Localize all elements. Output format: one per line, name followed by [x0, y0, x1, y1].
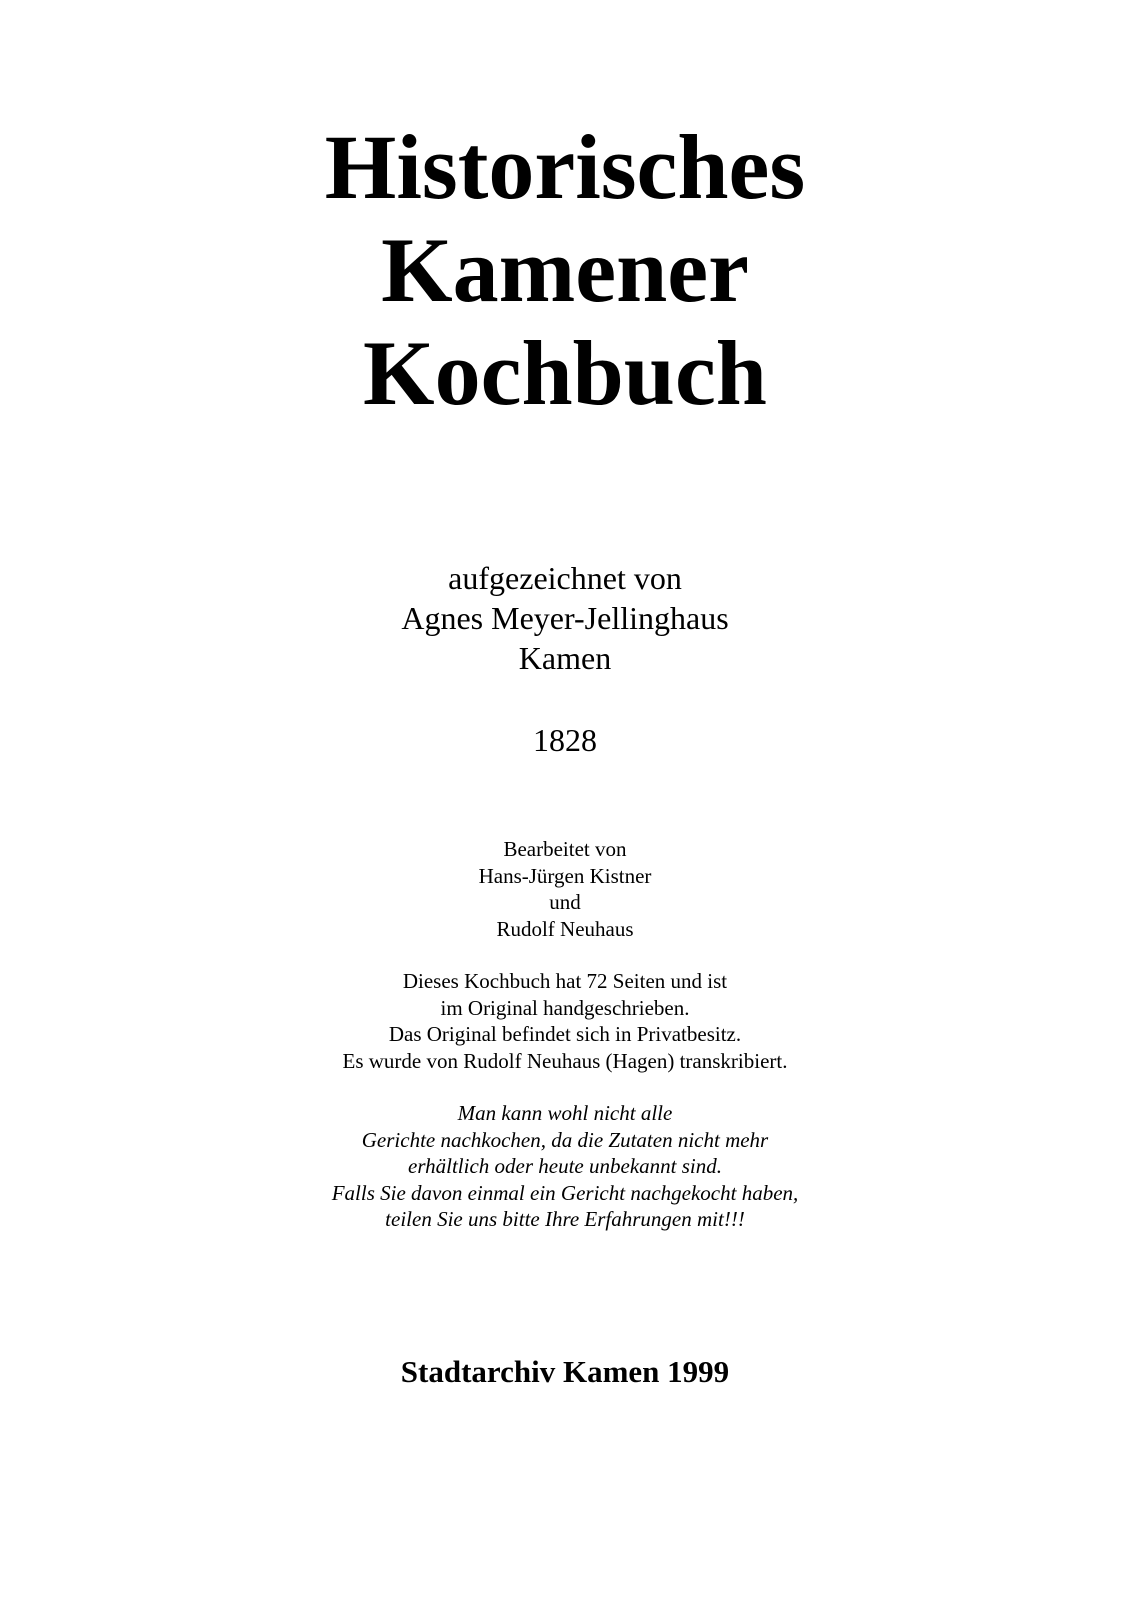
note-line: teilen Sie uns bitte Ihre Erfahrungen mit!!! — [385, 1207, 745, 1231]
author-name: Agnes Meyer-Jellinghaus — [401, 600, 729, 636]
info-line: Das Original befindet sich in Privatbesitz. — [388, 1022, 742, 1046]
note-line: Gerichte nachkochen, da die Zutaten nicht mehr — [361, 1127, 769, 1152]
note-line: Falls Sie davon einmal ein Gericht nachgekocht haben, — [331, 1180, 799, 1205]
publisher: Stadtarchiv Kamen 1999 — [400, 1354, 730, 1389]
info-line: Es wurde von Rudolf Neuhaus (Hagen) transkribiert. — [342, 1048, 788, 1073]
book-title — [0, 116, 1130, 425]
note-line: erhältlich oder heute unbekannt sind. — [408, 1154, 722, 1178]
author-line: aufgezeichnet von — [448, 560, 682, 596]
author-block — [0, 558, 1130, 678]
info-block — [0, 968, 1130, 1074]
editor-name: Hans-Jürgen Kistner — [478, 863, 652, 888]
title-line: Kamener — [381, 219, 749, 321]
note-line: Man kann wohl nicht alle — [457, 1101, 673, 1125]
info-line: Dieses Kochbuch hat 72 Seiten und ist — [402, 969, 728, 993]
info-line: im Original handgeschrieben. — [440, 995, 690, 1020]
editor-name: Rudolf Neuhaus — [496, 916, 634, 941]
editors-line: Bearbeitet von — [503, 837, 627, 861]
title-line: Kochbuch — [363, 322, 767, 424]
note-block — [0, 1100, 1130, 1233]
title-line: Historisches — [324, 116, 806, 218]
editors-block — [0, 836, 1130, 942]
author-place: Kamen — [518, 640, 612, 676]
year: 1828 — [533, 722, 597, 758]
editors-line: und — [549, 890, 581, 914]
